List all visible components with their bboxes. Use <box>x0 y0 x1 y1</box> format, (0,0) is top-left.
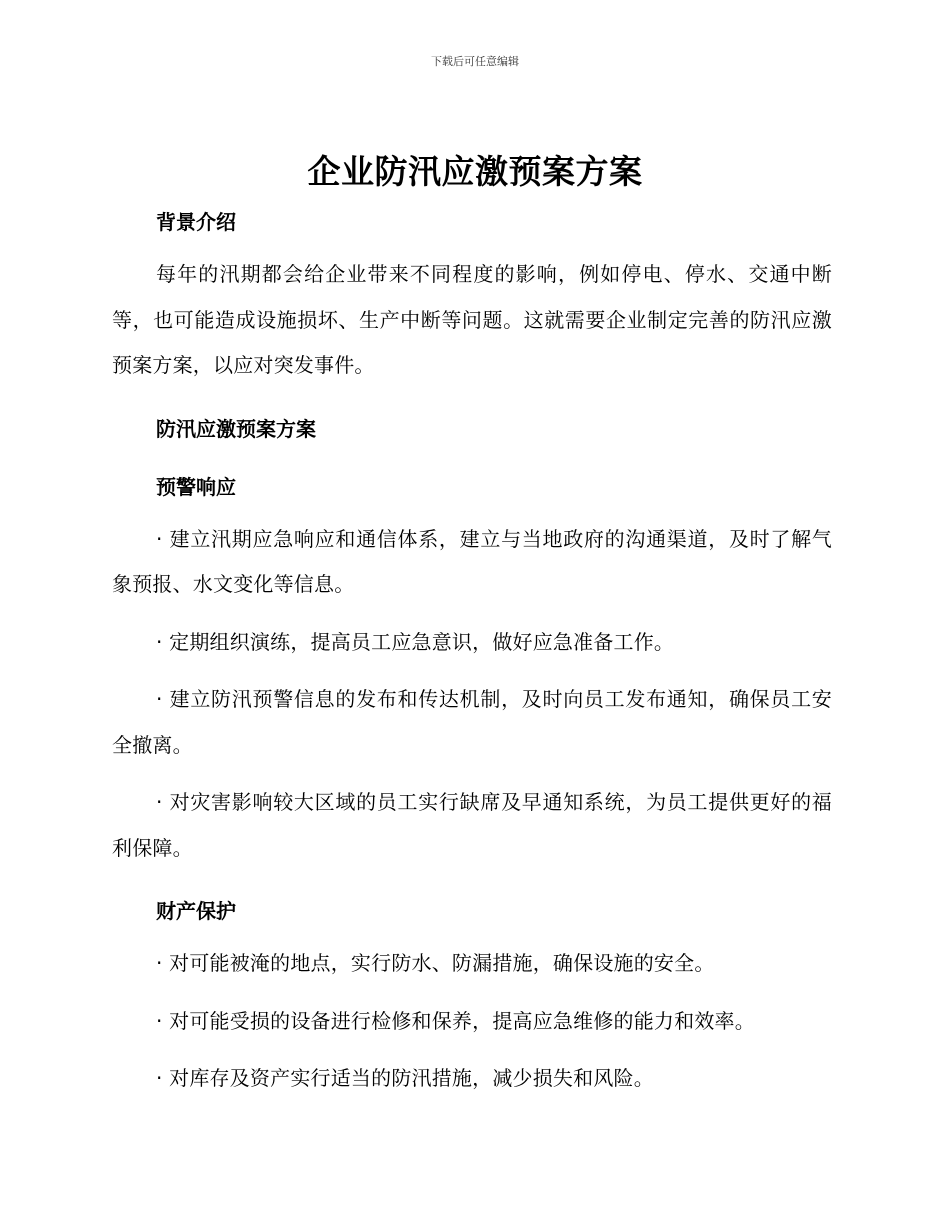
section-heading-background: 背景介绍 <box>156 210 236 234</box>
background-paragraph: 每年的汛期都会给企业带来不同程度的影响，例如停电、停水、交通中断等，也可能造成设施损坏、生产中断等问题。这就需要企业制定完善的防汛应激预案方案，以应对突发事件。 <box>112 262 832 377</box>
warning-item: · 对灾害影响较大区域的员工实行缺席及早通知系统，为员工提供更好的福利保障。 <box>112 790 832 860</box>
section-heading-plan: 防汛应激预案方案 <box>156 416 316 441</box>
property-item: · 对可能受损的设备进行检修和保养，提高应急维修的能力和效率。 <box>156 1008 755 1033</box>
header-note: 下载后可任意编辑 <box>431 55 519 68</box>
warning-item: · 建立汛期应急响应和通信体系，建立与当地政府的沟通渠道，及时了解气象预报、水文变化等信息。 <box>112 526 832 596</box>
warning-item: · 定期组织演练，提高员工应急意识，做好应急准备工作。 <box>156 629 675 654</box>
section-heading-warning: 预警响应 <box>156 474 236 499</box>
document-title: 企业防汛应激预案方案 <box>307 152 643 191</box>
section-heading-property: 财产保护 <box>156 899 236 923</box>
property-item: · 对库存及资产实行适当的防汛措施，减少损失和风险。 <box>156 1066 654 1090</box>
document-body <box>112 204 832 1102</box>
property-item: · 对可能被淹的地点，实行防水、防漏措施，确保设施的安全。 <box>156 951 715 975</box>
warning-item: · 建立防汛预警信息的发布和传达机制，及时向员工发布通知，确保员工安全撤离。 <box>112 687 832 757</box>
